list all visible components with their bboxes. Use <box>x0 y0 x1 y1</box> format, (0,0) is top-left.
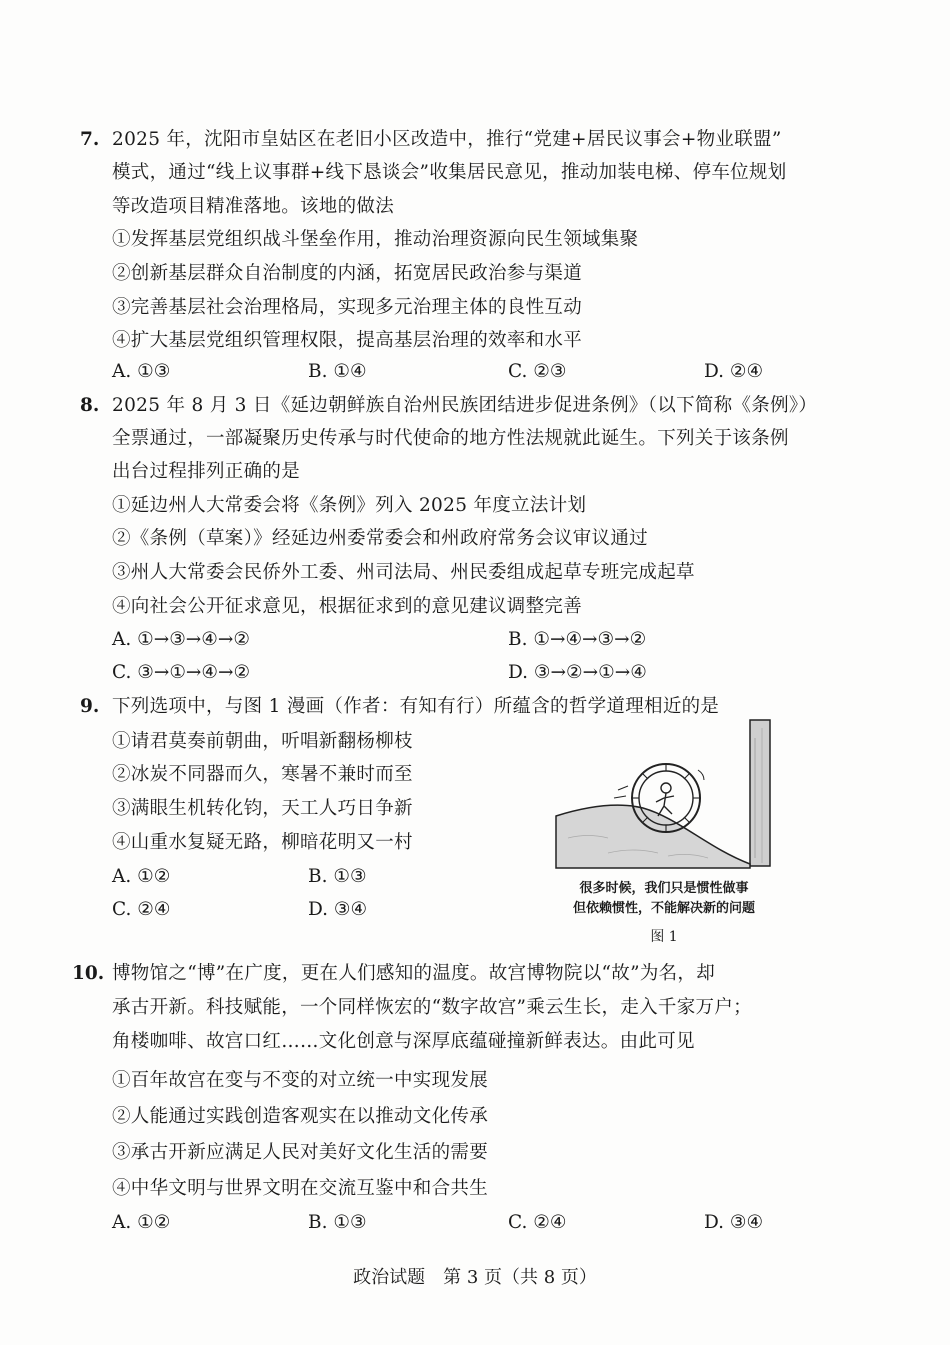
statement-item: ③承古开新应满足人民对美好文化生活的需要 <box>112 1142 489 1163</box>
stem-line: 承古开新。科技赋能，一个同样恢宏的“数字故宫”乘云生长，走入千家万户； <box>112 997 752 1018</box>
option-a[interactable]: A. ①③ <box>112 361 171 382</box>
option-b[interactable]: B. ①④ <box>308 361 367 382</box>
option-a[interactable]: A. ①→③→④→② <box>112 629 250 650</box>
statement-item: ③满眼生机转化钧，天工人巧日争新 <box>112 798 413 819</box>
statement-item: ②创新基层群众自治制度的内涵，拓宽居民政治参与渠道 <box>112 263 583 284</box>
statement-item: ③完善基层社会治理格局，实现多元治理主体的良性互动 <box>112 297 583 318</box>
statement-item: ①请君莫奏前朝曲，听唱新翻杨柳枝 <box>112 731 413 752</box>
stem-line: 博物馆之“博”在广度，更在人们感知的温度。故宫博物院以“故”为名，却 <box>112 963 716 984</box>
option-b[interactable]: B. ①③ <box>308 1212 367 1233</box>
option-c[interactable]: C. ②④ <box>112 899 171 920</box>
option-a[interactable]: A. ①② <box>112 866 171 887</box>
stem-line: 下列选项中，与图 1 漫画（作者：有知有行）所蕴含的哲学道理相近的是 <box>112 696 720 717</box>
statement-item: ①延边州人大常委会将《条例》列入 2025 年度立法计划 <box>112 495 587 516</box>
hamster-wheel-illustration <box>548 718 780 878</box>
figure-caption: 但依赖惯性，不能解决新的问题 <box>572 901 755 916</box>
option-b[interactable]: B. ①③ <box>308 866 367 887</box>
figure-label: 图 1 <box>650 929 678 945</box>
option-c[interactable]: C. ③→①→④→② <box>112 662 251 683</box>
stem-line: 角楼咖啡、故宫口红……文化创意与深厚底蕴碰撞新鲜表达。由此可见 <box>112 1031 695 1052</box>
statement-item: ④山重水复疑无路，柳暗花明又一村 <box>112 832 413 853</box>
option-c[interactable]: C. ②④ <box>508 1212 567 1233</box>
option-d[interactable]: D. ②④ <box>704 361 764 382</box>
statement-item: ②冰炭不同器而久，寒暑不兼时而至 <box>112 764 413 785</box>
statement-item: ①发挥基层党组织战斗堡垒作用，推动治理资源向民生领域集聚 <box>112 229 639 250</box>
question-number: 9. <box>80 696 100 717</box>
stem-line: 全票通过，一部凝聚历史传承与时代使命的地方性法规就此诞生。下列关于该条例 <box>112 428 789 449</box>
stem-line: 出台过程排列正确的是 <box>112 461 301 482</box>
statement-item: ④向社会公开征求意见，根据征求到的意见建议调整完善 <box>112 596 583 617</box>
question-number: 10. <box>72 963 105 984</box>
statement-item: ③州人大常委会民侨外工委、州司法局、州民委组成起草专班完成起草 <box>112 562 695 583</box>
option-a[interactable]: A. ①② <box>112 1212 171 1233</box>
option-b[interactable]: B. ①→④→③→② <box>508 629 647 650</box>
question-number: 8. <box>80 395 100 416</box>
option-d[interactable]: D. ③④ <box>704 1212 764 1233</box>
stem-line: 2025 年 8 月 3 日《延边朝鲜族自治州民族团结进步促进条例》（以下简称《条例》） <box>112 395 818 416</box>
figure-1-cartoon <box>548 718 780 950</box>
option-d[interactable]: D. ③④ <box>308 899 368 920</box>
statement-item: ④中华文明与世界文明在交流互鉴中和合共生 <box>112 1178 489 1199</box>
page-footer: 政治试题 第 3 页（共 8 页） <box>353 1267 597 1288</box>
stem-line: 2025 年，沈阳市皇姑区在老旧小区改造中，推行“党建+居民议事会+物业联盟” <box>112 129 782 150</box>
stem-line: 等改造项目精准落地。该地的做法 <box>112 196 395 217</box>
statement-item: ②人能通过实践创造客观实在以推动文化传承 <box>112 1106 489 1127</box>
question-number: 7. <box>80 129 100 150</box>
stem-line: 模式，通过“线上议事群+线下恳谈会”收集居民意见，推动加装电梯、停车位规划 <box>112 162 787 183</box>
statement-item: ①百年故宫在变与不变的对立统一中实现发展 <box>112 1070 489 1091</box>
statement-item: ②《条例（草案）》经延边州委常委会和州政府常务会议审议通过 <box>112 528 648 549</box>
statement-item: ④扩大基层党组织管理权限，提高基层治理的效率和水平 <box>112 330 583 351</box>
figure-caption: 很多时候，我们只是惯性做事 <box>579 881 749 896</box>
option-c[interactable]: C. ②③ <box>508 361 567 382</box>
option-d[interactable]: D. ③→②→①→④ <box>508 662 647 683</box>
